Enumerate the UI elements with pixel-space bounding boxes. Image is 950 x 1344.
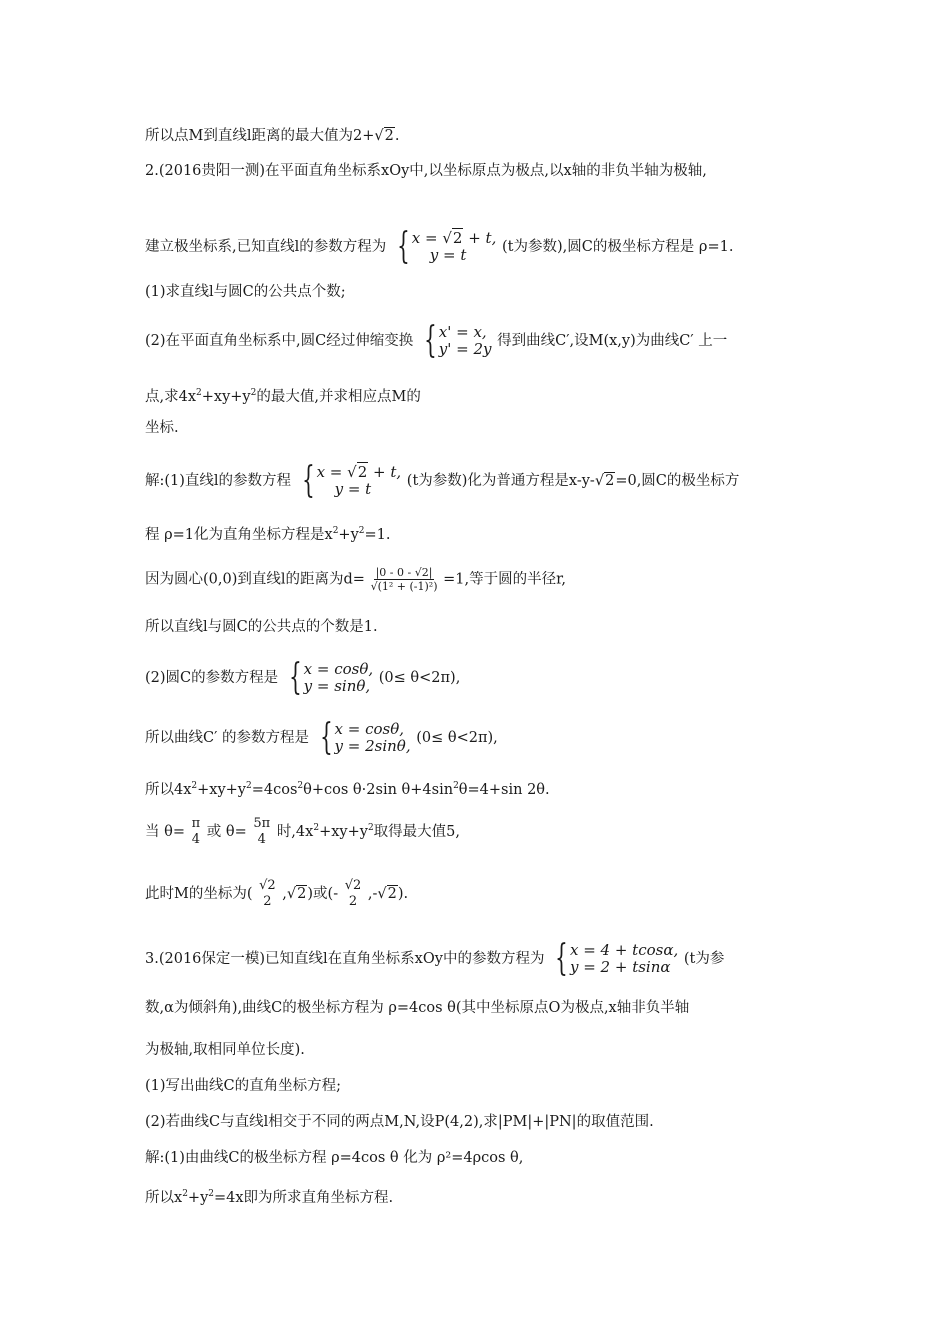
equation-system: { x = √2 + t, y = t <box>301 460 402 501</box>
equation-system: { x = cosθ, y = 2sinθ, <box>319 717 411 758</box>
distance-fraction: $\frac{|0 - 0 - √2|}{\text{√(1² + (-1)²)}}$ <box>370 566 438 593</box>
text-line: 此时M的坐标为( √2 2 ,√2)或(- √2 2 ,-√2). <box>145 878 409 909</box>
text-line: 当 θ= π 4 或 θ= 5π 4 时$,4x^2+xy+y^2$取得最大值5, <box>145 816 461 847</box>
solution-line: 解:(1)由曲线C的极坐标方程 ρ=4cos θ 化为 ρ²=4ρcos θ, <box>145 1150 524 1166</box>
text-line: 因为圆心(0,0)到直线l的距离为d= $\frac{|0 - 0 - √2|}{\text{√(1² + (-1)²)}}$ =1,等于圆的半径r, <box>145 566 567 593</box>
solution-line: 解:(1)直线l的参数方程 { x = √2 + t, y = t (t为参数)化为普通方程是x-y-√2=0,圆C的极坐标方 <box>145 460 740 501</box>
sqrt-expr: √2 <box>374 128 394 144</box>
problem-3-statement: 3.(2016保定一模)已知直线l在直角坐标系xOy中的参数方程为 { x = 4 + tcosα, y = 2 + tsinα (t为参 <box>145 938 725 979</box>
equation-system: { x' = x, y' = 2y <box>424 320 492 361</box>
question-2: (2)在平面直角坐标系中,圆C经过伸缩变换 { x' = x, y' = 2y 得到曲线C′,设M(x,y)为曲线C′ 上一 <box>145 320 728 361</box>
equation-system: { x = 4 + tcosα, y = 2 + tsinα <box>555 938 679 979</box>
text-line: 所以曲线C′ 的参数方程是 { x = cosθ, y = 2sinθ, (0≤ θ<2π), <box>145 717 498 758</box>
fraction: π 4 <box>191 816 201 847</box>
equation-system: { x = √2 + t, y = t <box>397 226 497 267</box>
text-line: 程 ρ=1化为直角坐标方程是$x^2+y^2=1$. <box>145 526 391 543</box>
question-1: (1)求直线l与圆C的公共点个数; <box>145 284 346 300</box>
problem-2-statement: 2.(2016贵阳一测)在平面直角坐标系xOy中,以坐标原点为极点,以x轴的非负半轴为极轴, <box>145 163 707 179</box>
question-1: (1)写出曲线C的直角坐标方程; <box>145 1078 342 1094</box>
text-line: 所以$4x^2+xy+y^2=4\cos^2\theta+\cos$ θ·2sin $\theta+4\sin^2\theta=4+\sin$ 2θ. <box>145 781 550 798</box>
question-2: (2)若曲线C与直线l相交于不同的两点M,N,设P(4,2),求|PM|+|PN|的取值范围. <box>145 1114 654 1130</box>
text-line: (2)圆C的参数方程是 { x = cosθ, y = sinθ, (0≤ θ<2π), <box>145 657 461 698</box>
text-line: 建立极坐标系,已知直线l的参数方程为 { x = √2 + t, y = t (t为参数),圆C的极坐标方程是 ρ=1. <box>145 226 734 267</box>
text-line: 为极轴,取相同单位长度). <box>145 1042 305 1058</box>
text-line: 数,α为倾斜角),曲线C的极坐标方程为 ρ=4cos θ(其中坐标原点O为极点,x轴非负半轴 <box>145 1000 690 1016</box>
fraction: √2 2 <box>344 878 362 909</box>
text-line: 所以直线l与圆C的公共点的个数是1. <box>145 619 378 635</box>
text-line: 点,求$4x^2+xy+y^2$的最大值,并求相应点M的 <box>145 388 421 405</box>
text-line: 所以点M到直线l距离的最大值为2+√2. <box>145 128 400 144</box>
text-line: 所以$x^2+y^2=4x$即为所求直角坐标方程. <box>145 1189 394 1206</box>
text-line: 坐标. <box>145 420 179 436</box>
fraction: 5π 4 <box>253 816 271 847</box>
fraction: √2 2 <box>259 878 276 909</box>
text: 所以点M到直线l距离的最大值为2+ <box>145 128 375 144</box>
equation-system: { x = cosθ, y = sinθ, <box>288 657 374 698</box>
